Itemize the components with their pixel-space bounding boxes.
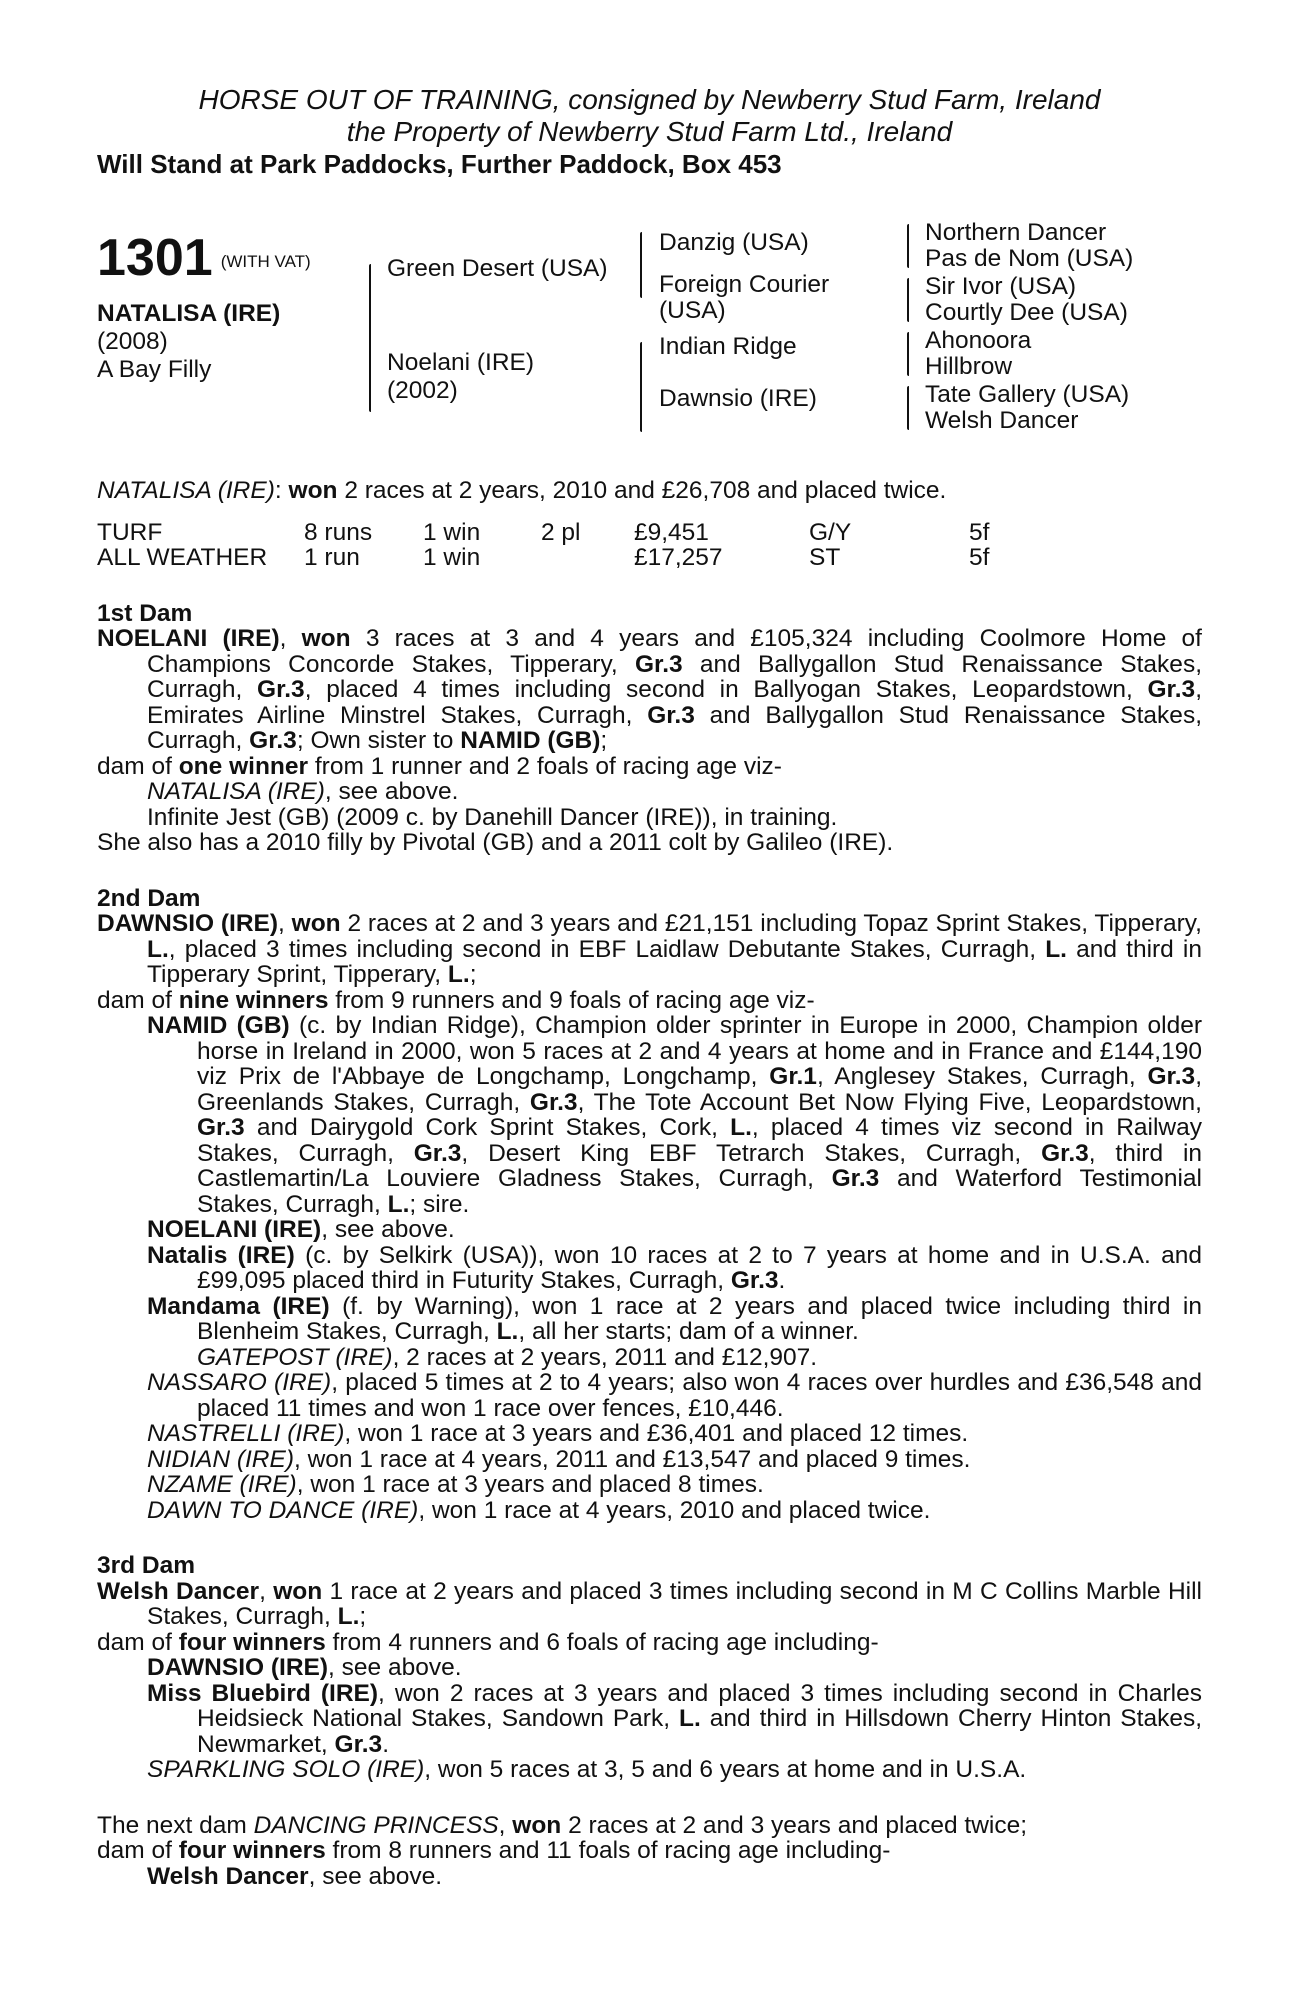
progeny-name: NAMID (GB) <box>147 1012 290 1039</box>
progeny-entry <box>97 1472 1202 1498</box>
text-run: ; <box>600 727 608 754</box>
progeny-entry <box>97 1447 1202 1473</box>
progeny-name: NASSARO (IRE) <box>147 1369 332 1396</box>
dam-of-line <box>97 1630 1202 1656</box>
dam-name: DANCING PRINCESS <box>253 1811 499 1839</box>
third-dam-section <box>97 1553 1202 1783</box>
text-run: , Emirates Airline Minstrel Stakes, Curragh, <box>147 676 1202 729</box>
winners-count: four winners <box>178 1837 326 1864</box>
progeny-entry <box>97 1757 1202 1783</box>
text-run: , see above. <box>328 1654 462 1681</box>
progeny-entry <box>97 1294 1202 1345</box>
catalogue-page <box>97 84 1202 1889</box>
sire-dam-1: Foreign Courier <box>659 271 830 298</box>
progeny-name: Mandama (IRE) <box>147 1292 330 1320</box>
won-label: won <box>291 910 341 937</box>
ggp-4: Courtly Dee (USA) <box>925 299 1128 326</box>
text-run: , won 2 races at 3 years and placed 3 times including second in Charles Heidsieck National Stakes, Sandown Park, <box>197 1679 1202 1732</box>
text-run: and third in Hillsdown Cherry Hinton Stakes, Newmarket, <box>197 1705 1203 1758</box>
progeny-name: NIDIAN (IRE) <box>147 1445 294 1473</box>
progeny-entry <box>97 1217 1202 1243</box>
grade-label: L. <box>337 1603 360 1630</box>
grade-label: Gr.3 <box>1147 1063 1196 1090</box>
text-run: , <box>278 910 292 937</box>
text-run: and third in Tipperary Sprint, Tipperary, <box>147 935 1203 988</box>
progeny-name: Welsh Dancer <box>147 1862 309 1890</box>
progeny-entry <box>97 1370 1202 1421</box>
ggp-6: Hillbrow <box>925 353 1013 380</box>
text-run: and Ballygallon Stud Renaissance Stakes, Curragh, <box>147 650 1202 703</box>
text-run: 3 races at 3 and 4 years and £105,324 including Coolmore Home of Champions Concorde Stakes, Tipperary, <box>147 625 1202 678</box>
ggp-1: Northern Dancer <box>925 219 1107 246</box>
grade-label: L. <box>147 935 169 963</box>
pedigree-brace-2 <box>640 232 642 298</box>
dam-of-line <box>97 988 1202 1014</box>
next-dam-section <box>97 1813 1202 1890</box>
race-summary-won: won <box>288 477 338 504</box>
winners-count: one winner <box>178 752 309 780</box>
grade-label: L. <box>730 1114 752 1141</box>
ggp-5: Ahonoora <box>925 327 1032 354</box>
winners-count: four winners <box>178 1628 326 1656</box>
race-summary-text: 2 races at 2 years, 2010 and £26,708 and placed twice. <box>337 477 947 504</box>
dam-name: NOELANI (IRE) <box>97 625 280 652</box>
race-summary-name: NATALISA (IRE) <box>97 477 275 504</box>
ggp-7: Tate Gallery (USA) <box>925 381 1130 408</box>
lot-number-value: 1301 <box>97 229 213 287</box>
text-run: , won 1 race at 3 years and placed 8 times. <box>296 1471 764 1498</box>
text-run: (c. by Selkirk (USA)), won 10 races at 2 to 7 years at home and in U.S.A. and £99,095 placed third in Futurity Stakes, Curragh, <box>197 1241 1202 1294</box>
text-run: , <box>259 1577 274 1605</box>
text-run: , The Tote Account Bet Now Flying Five, Leopardstown, <box>577 1088 1202 1116</box>
text-run: , Greenlands Stakes, Curragh, <box>197 1063 1202 1116</box>
progeny-name: NOELANI (IRE) <box>147 1216 322 1243</box>
progeny-entry <box>97 1345 1202 1371</box>
horse-info <box>97 300 280 384</box>
earnings-cell: £9,451 <box>634 518 709 546</box>
text-run: , <box>279 625 302 652</box>
text-run: and Waterford Testimonial Stakes, Curragh, <box>197 1165 1202 1218</box>
progeny-entry <box>97 1864 1202 1890</box>
text-run: , won 1 race at 4 years, 2011 and £13,547 and placed 9 times. <box>294 1445 971 1473</box>
grade-label: Gr.3 <box>249 727 297 754</box>
text-run: , Anglesey Stakes, Curragh, <box>816 1063 1148 1090</box>
text-run: . <box>382 1730 390 1758</box>
section-title: 3rd Dam <box>97 1552 196 1579</box>
distance-cell: 5f <box>969 544 990 571</box>
grade-label: Gr.3 <box>730 1267 779 1294</box>
text-run: (c. by Indian Ridge), Champion older sprinter in Europe in 2000, Champion older horse in Ireland in 2000, won 5 races at 2 and 4 years at home and in France and £144,190 viz Prix de l'Abbaye de Longchamp, Longchamp, <box>197 1012 1203 1090</box>
sire-sire: Danzig (USA) <box>659 229 809 256</box>
grade-label: L. <box>447 961 470 988</box>
sister-name: NAMID (GB) <box>460 727 601 754</box>
won-label: won <box>512 1811 562 1839</box>
pedigree-brace-6 <box>907 332 909 376</box>
progeny-entry <box>97 1681 1202 1758</box>
horse-description: A Bay Filly <box>97 356 212 383</box>
text-run: dam of <box>97 1837 179 1864</box>
surface-cell: ALL WEATHER <box>97 544 268 571</box>
runs-cell: 8 runs <box>304 518 373 546</box>
text-run: , see above. <box>321 1216 455 1243</box>
dam-record <box>97 626 1202 754</box>
dam-record <box>97 1579 1202 1630</box>
section-title: 2nd Dam <box>97 884 201 912</box>
text-run: , won 1 race at 4 years, 2010 and placed twice. <box>418 1496 931 1524</box>
grade-label: Gr.3 <box>197 1114 245 1141</box>
ggp-3: Sir Ivor (USA) <box>925 273 1077 300</box>
sire-name: Green Desert (USA) <box>387 255 608 282</box>
winners-count: nine winners <box>178 986 329 1014</box>
text-run: , placed 3 times including second in EBF Laidlaw Debutante Stakes, Curragh, <box>168 935 1046 963</box>
placed-cell <box>541 545 634 571</box>
text-run: from 8 runners and 11 foals of racing age including- <box>325 1837 891 1864</box>
progeny-entry: Infinite Jest (GB) (2009 c. by Danehill Dancer (IRE)), in training. <box>147 803 838 831</box>
grade-label: Gr.3 <box>413 1139 462 1167</box>
text-run: ; <box>469 961 477 988</box>
text-run: , see above. <box>308 1862 443 1890</box>
grade-label: Gr.1 <box>769 1063 817 1090</box>
text-run: dam of <box>97 1628 179 1656</box>
horse-name: NATALISA (IRE) <box>97 300 281 327</box>
grade-label: Gr.3 <box>1041 1139 1089 1167</box>
property-line: the Property of Newberry Stud Farm Ltd., Ireland <box>346 116 953 147</box>
text-run: from 9 runners and 9 foals of racing age viz- <box>328 986 815 1014</box>
text-run: , all her starts; dam of a winner. <box>518 1318 859 1345</box>
progeny-name: SPARKLING SOLO (IRE) <box>147 1756 425 1783</box>
grade-label: L. <box>387 1190 410 1218</box>
pedigree-brace-5 <box>907 278 909 322</box>
text-run: dam of <box>97 752 179 780</box>
grade-label: Gr.3 <box>647 701 695 729</box>
section-title: 1st Dam <box>97 599 193 627</box>
text-run: , <box>498 1811 513 1839</box>
progeny-entry <box>97 1498 1202 1524</box>
pedigree-block <box>97 220 1202 450</box>
pedigree-brace-4 <box>907 224 909 268</box>
text-run: , won 1 race at 3 years and £36,401 and placed 12 times. <box>344 1420 969 1447</box>
dam-record <box>97 911 1202 988</box>
grade-label: Gr.3 <box>1147 676 1196 703</box>
text-run: dam of <box>97 986 179 1014</box>
grade-label: Gr.3 <box>831 1165 880 1192</box>
grade-label: Gr.3 <box>257 676 305 703</box>
progeny-name: GATEPOST (IRE) <box>197 1343 393 1371</box>
surface-cell: TURF <box>97 518 163 546</box>
vat-note: (WITH VAT) <box>220 252 311 271</box>
text-run: from 4 runners and 6 foals of racing age including- <box>325 1628 879 1656</box>
grade-label: Gr.3 <box>334 1730 383 1758</box>
horse-year: (2008) <box>97 328 168 355</box>
grade-label: Gr.3 <box>634 650 683 678</box>
text-run: The next dam <box>97 1811 254 1839</box>
text-run: , 2 races at 2 years, 2011 and £12,907. <box>392 1343 818 1371</box>
table-row <box>97 520 989 546</box>
progeny-name: DAWN TO DANCE (IRE) <box>147 1496 419 1524</box>
placed-cell: 2 pl <box>541 518 581 546</box>
dam-name: Noelani (IRE) <box>387 349 535 376</box>
text-run: 2 races at 2 and 3 years and placed twice; <box>561 1811 1028 1839</box>
text-run: 1 race at 2 years and placed 3 times including second in M C Collins Marble Hill Stakes, Curragh, <box>147 1577 1202 1630</box>
text-run: (f. by Warning), won 1 race at 2 years and placed twice including third in Blenheim Stakes, Curragh, <box>197 1292 1202 1345</box>
progeny-entry <box>97 1013 1202 1217</box>
dam-of-line <box>97 1838 1202 1864</box>
progeny-name: DAWNSIO (IRE) <box>147 1654 329 1681</box>
progeny-entry <box>97 1655 1202 1681</box>
text-run: , placed 4 times including second in Ballyogan Stakes, Leopardstown, <box>304 676 1148 703</box>
stabling-line: Will Stand at Park Paddocks, Further Paddock, Box 453 <box>97 149 782 179</box>
pedigree-brace-3 <box>640 342 642 432</box>
first-dam-section <box>97 601 1202 856</box>
dam-name: Welsh Dancer <box>97 1577 260 1605</box>
text-run: ; <box>359 1603 367 1630</box>
text-run: , third in Castlemartin/La Louviere Gladness Stakes, Curragh, <box>197 1139 1203 1192</box>
text-run: and Ballygallon Stud Renaissance Stakes, Curragh, <box>147 701 1202 754</box>
pedigree-brace-7 <box>907 386 909 430</box>
dam-sire: Indian Ridge <box>659 333 797 360</box>
dam-of-line <box>97 754 1202 780</box>
text-run: , placed 5 times at 2 to 4 years; also won 4 races over hurdles and £36,548 and placed 11 times and won 1 race over fences, £10,446. <box>197 1369 1202 1422</box>
text-run: , placed 4 times viz second in Railway Stakes, Curragh, <box>197 1114 1202 1167</box>
sire-dam-2: (USA) <box>659 297 726 324</box>
race-record <box>97 478 1202 571</box>
progeny-name: Natalis (IRE) <box>147 1241 295 1269</box>
progeny-name: NASTRELLI (IRE) <box>147 1420 345 1447</box>
ggp-2: Pas de Nom (USA) <box>925 245 1134 272</box>
going-cell: G/Y <box>809 518 852 546</box>
grade-label: L. <box>1045 935 1067 963</box>
text-run: ; sire. <box>409 1190 470 1218</box>
going-cell: ST <box>809 544 841 571</box>
ggp-8: Welsh Dancer <box>925 407 1079 434</box>
progeny-name: NZAME (IRE) <box>147 1471 297 1498</box>
grade-label: Gr.3 <box>529 1088 578 1116</box>
grade-label: L. <box>496 1318 519 1345</box>
race-summary-colon: : <box>274 477 282 504</box>
race-record-table <box>97 520 989 571</box>
text-run: . <box>778 1267 786 1294</box>
text-run: and Dairygold Cork Sprint Stakes, Cork, <box>244 1114 731 1141</box>
next-dam-record <box>97 1813 1202 1839</box>
also-has-line: She also has a 2010 filly by Pivotal (GB) and a 2011 colt by Galileo (IRE). <box>97 829 894 856</box>
lot-number <box>97 230 311 286</box>
dam-name: DAWNSIO (IRE) <box>97 910 279 937</box>
text-run: ; Own sister to <box>296 727 461 754</box>
text-run: from 1 runner and 2 foals of racing age viz- <box>308 752 782 780</box>
wins-cell: 1 win <box>423 544 481 571</box>
lot-header <box>97 84 1202 180</box>
runs-cell: 1 run <box>304 544 360 571</box>
text-run: , won 5 races at 3, 5 and 6 years at home and in U.S.A. <box>424 1756 1027 1783</box>
won-label: won <box>301 625 351 652</box>
progeny-entry <box>97 1243 1202 1294</box>
earnings-cell: £17,257 <box>634 544 723 571</box>
progeny-name: Miss Bluebird (IRE) <box>147 1679 379 1707</box>
text-run: 2 races at 2 and 3 years and £21,151 including Topaz Sprint Stakes, Tipperary, <box>340 910 1202 937</box>
distance-cell: 5f <box>969 518 990 546</box>
table-row <box>97 545 989 571</box>
race-summary <box>97 478 1202 504</box>
text-run: , Desert King EBF Tetrarch Stakes, Curragh, <box>461 1139 1042 1167</box>
won-label: won <box>273 1577 323 1605</box>
second-dam-section <box>97 886 1202 1524</box>
progeny-entry <box>97 779 1202 805</box>
consignor-line: HORSE OUT OF TRAINING, consigned by Newberry Stud Farm, Ireland <box>198 84 1101 115</box>
wins-cell: 1 win <box>423 518 481 546</box>
dam-year: (2002) <box>387 377 458 404</box>
dam-dam: Dawnsio (IRE) <box>659 385 817 412</box>
grade-label: L. <box>678 1705 701 1732</box>
text-run: , see above. <box>324 778 459 805</box>
progeny-entry <box>97 1421 1202 1447</box>
pedigree-brace-1 <box>369 264 371 412</box>
progeny-name: NATALISA (IRE) <box>147 778 325 805</box>
